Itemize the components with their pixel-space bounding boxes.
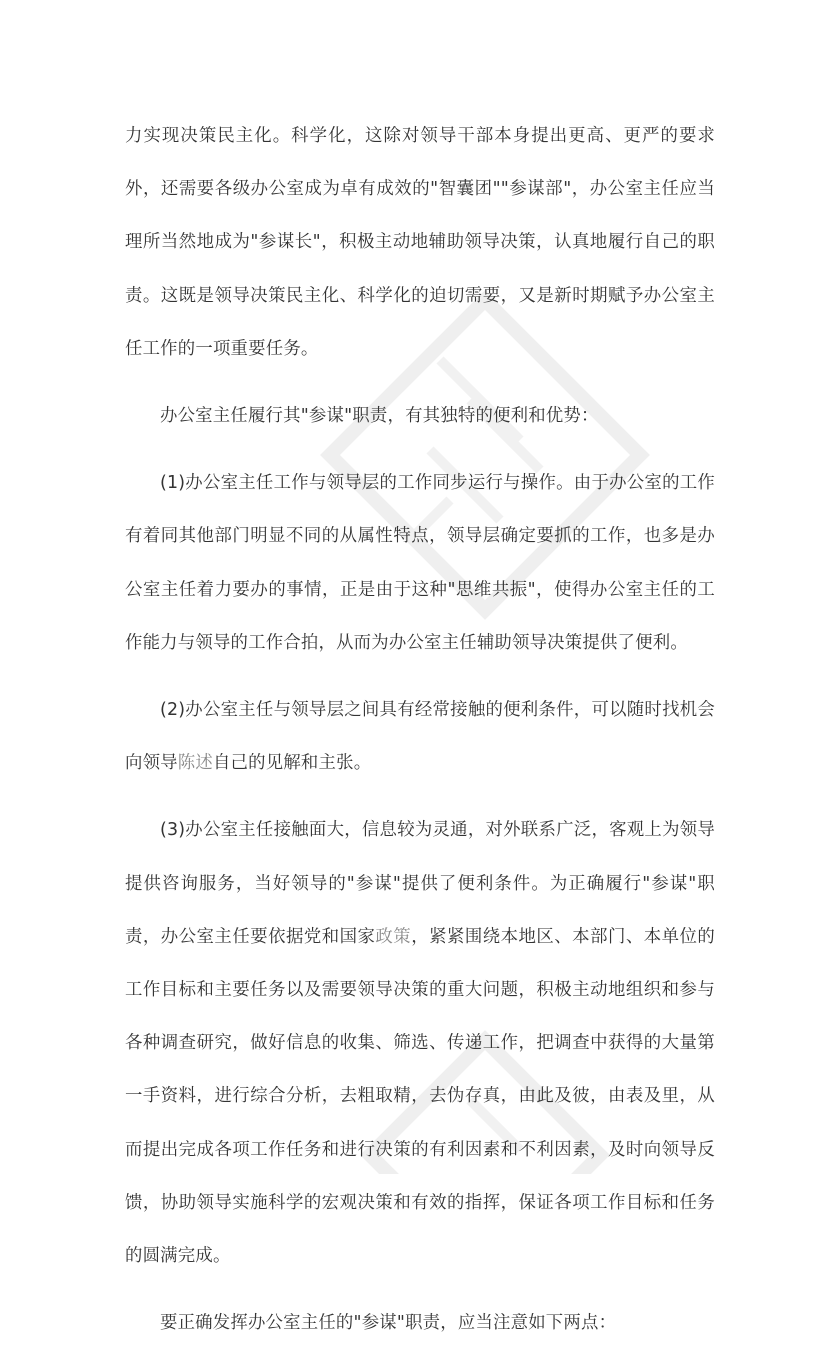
paragraph-point-3-text-before: (3)办公室主任接触面大，信息较为灵通，对外联系广泛，客观上为领导提供咨询服务，当好领导的"参谋"提供了便利条件。为正确履行"参谋"职责，办公室主任要依据党和国家 — [125, 820, 715, 947]
paragraph-advantages-heading: 办公室主任履行其"参谋"职责，有其独特的便利和优势： — [160, 406, 599, 427]
link-zhengce[interactable]: 政策 — [375, 926, 412, 947]
paragraph-point-3-text-after: ，紧紧围绕本地区、本部门、本单位的工作目标和主要任务以及需要领导决策的重大问题，积极主动地组织和参与各种调查研究，做好信息的收集、筛选、传递工作，把调查中获得的大量第一手资料，进行综合分析，去粗取精，去伪存真，由此及彼，由表及里，从而提出完成各项工作任务和进行决策的有利因素和不利因素，及时向领导反馈，协助领导实施科学的宏观决策和有效的指挥，保证各项工作目标和任务的圆满完成。 — [125, 926, 715, 1267]
paragraph-point-3 — [125, 804, 715, 1283]
paragraph-point-2-text-before: (2)办公室主任与领导层之间具有经常接触的便利条件，可以随时找机会向领导 — [125, 700, 715, 774]
paragraph-point-1: (1)办公室主任工作与领导层的工作同步运行与操作。由于办公室的工作有着同其他部门明显不同的从属性特点，领导层确定要抓的工作，也多是办公室主任着力要办的事情，正是由于这种"思维共振"，使得办公室主任的工作能力与领导的工作合拍，从而为办公室主任辅助领导决策提供了便利。 — [125, 473, 715, 653]
paragraph-notes-heading: 要正确发挥办公室主任的"参谋"职责，应当注意如下两点： — [160, 1313, 617, 1334]
paragraph-point-2 — [125, 684, 715, 790]
link-chenshu[interactable]: 陈述 — [177, 753, 213, 774]
document-page — [125, 110, 715, 1364]
paragraph-point-2-text-after: 自己的见解和主张。 — [212, 753, 372, 774]
paragraph-intro: 力实现决策民主化。科学化，这除对领导干部本身提出更高、更严的要求外，还需要各级办公室成为卓有成效的"智囊团""参谋部"，办公室主任应当理所当然地成为"参谋长"，积极主动地辅助领导决策，认真地履行自己的职责。这既是领导决策民主化、科学化的迫切需要，又是新时期赋予办公室主任工作的一项重要任务。 — [125, 126, 715, 359]
